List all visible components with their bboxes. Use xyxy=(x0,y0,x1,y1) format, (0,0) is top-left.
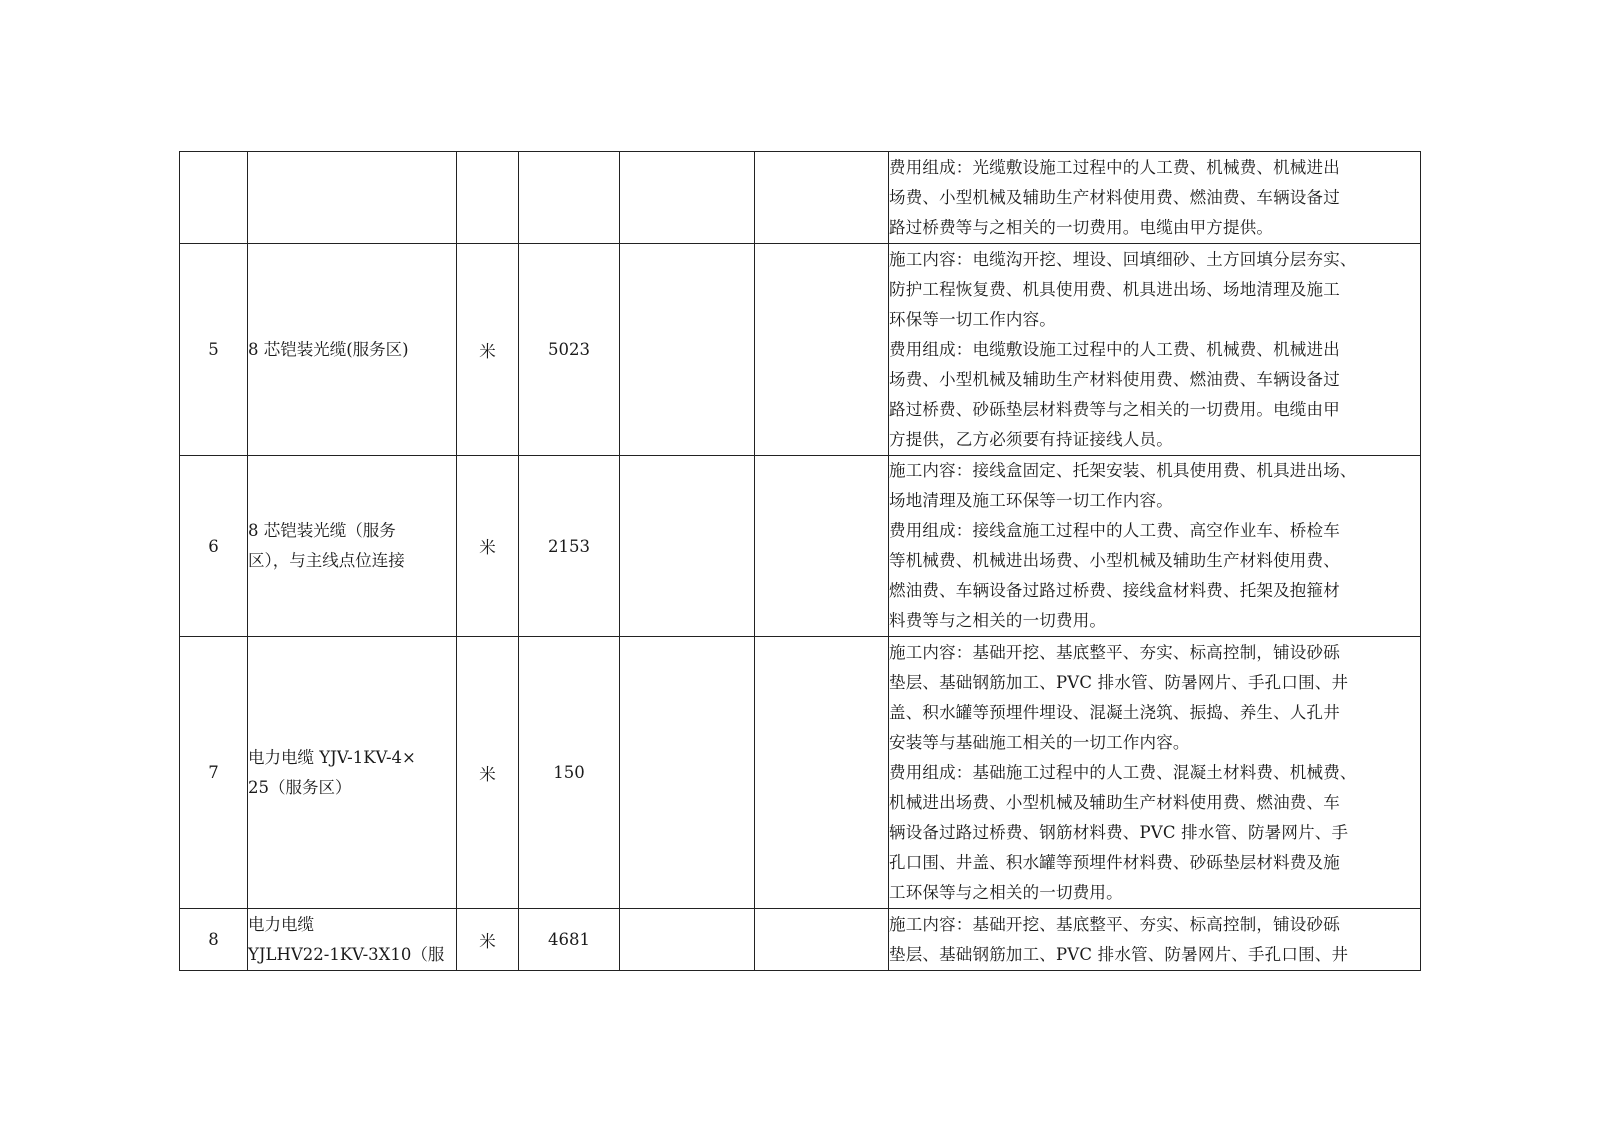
item-name-line: 8 芯铠装光缆(服务区) xyxy=(248,339,409,359)
unit-price-cell xyxy=(620,909,755,971)
item-name-cell xyxy=(248,456,457,637)
description-line: 施工内容：基础开挖、基底整平、夯实、标高控制，铺设砂砾 xyxy=(889,642,1340,662)
description-line: 盖、积水罐等预埋件埋设、混凝土浇筑、振捣、养生、人孔井 xyxy=(889,702,1340,722)
item-name-cell xyxy=(248,152,457,244)
description-line: 辆设备过路过桥费、钢筋材料费、PVC 排水管、防暑网片、手 xyxy=(889,822,1349,842)
cost-table xyxy=(179,151,1421,971)
unit-price-cell xyxy=(620,456,755,637)
description-cell xyxy=(889,637,1421,909)
description-line: 垫层、基础钢筋加工、PVC 排水管、防暑网片、手孔口围、井 xyxy=(889,944,1349,964)
description-line: 路过桥费等与之相关的一切费用。电缆由甲方提供。 xyxy=(889,217,1274,237)
item-name-line: 8 芯铠装光缆（服务 xyxy=(248,521,396,540)
table-row xyxy=(180,152,1421,244)
total-price-cell xyxy=(755,637,889,909)
item-name-line: 电力电缆 xyxy=(248,914,314,934)
row-number-cell: 5 xyxy=(180,244,248,456)
item-name-line: 电力电缆 YJV-1KV-4× xyxy=(248,747,416,767)
description-line: 施工内容：基础开挖、基底整平、夯实、标高控制，铺设砂砾 xyxy=(889,914,1340,934)
item-name-cell xyxy=(248,637,457,909)
quantity-cell: 150 xyxy=(519,637,620,909)
unit-price-cell xyxy=(620,152,755,244)
unit-price-cell xyxy=(620,637,755,909)
description-line: 工环保等与之相关的一切费用。 xyxy=(889,882,1123,902)
description-line: 费用组成：接线盒施工过程中的人工费、高空作业车、桥检车 xyxy=(889,521,1340,540)
unit-cell: 米 xyxy=(457,456,519,637)
unit-cell: 米 xyxy=(457,909,519,971)
total-price-cell xyxy=(755,456,889,637)
description-line: 等机械费、机械进出场费、小型机械及辅助生产材料使用费、 xyxy=(889,551,1340,570)
description-cell xyxy=(889,909,1421,971)
quantity-cell xyxy=(519,152,620,244)
item-name-cell xyxy=(248,909,457,971)
description-line: 孔口围、井盖、积水罐等预埋件材料费、砂砾垫层材料费及施 xyxy=(889,852,1340,872)
table-row xyxy=(180,637,1421,909)
description-cell xyxy=(889,456,1421,637)
table-body xyxy=(180,152,1421,971)
unit-cell xyxy=(457,152,519,244)
unit-cell: 米 xyxy=(457,244,519,456)
description-line: 燃油费、车辆设备过路过桥费、接线盒材料费、托架及抱箍材 xyxy=(889,581,1340,600)
description-line: 方提供，乙方必须要有持证接线人员。 xyxy=(889,429,1173,449)
description-line: 路过桥费、砂砾垫层材料费等与之相关的一切费用。电缆由甲 xyxy=(889,399,1340,419)
description-line: 施工内容：接线盒固定、托架安装、机具使用费、机具进出场、 xyxy=(889,461,1357,480)
description-cell xyxy=(889,244,1421,456)
description-cell xyxy=(889,152,1421,244)
quantity-cell: 2153 xyxy=(519,456,620,637)
total-price-cell xyxy=(755,152,889,244)
item-name-line: YJLHV22-1KV-3X10（服 xyxy=(248,944,445,964)
quantity-cell: 5023 xyxy=(519,244,620,456)
description-line: 机械进出场费、小型机械及辅助生产材料使用费、燃油费、车 xyxy=(889,792,1340,812)
description-line: 费用组成：基础施工过程中的人工费、混凝土材料费、机械费、 xyxy=(889,762,1357,782)
row-number-cell: 8 xyxy=(180,909,248,971)
table-row xyxy=(180,456,1421,637)
row-number-cell: 6 xyxy=(180,456,248,637)
description-line: 场地清理及施工环保等一切工作内容。 xyxy=(889,491,1173,510)
description-line: 场费、小型机械及辅助生产材料使用费、燃油费、车辆设备过 xyxy=(889,369,1340,389)
description-line: 料费等与之相关的一切费用。 xyxy=(889,611,1107,630)
table-row xyxy=(180,244,1421,456)
total-price-cell xyxy=(755,909,889,971)
description-line: 费用组成：光缆敷设施工过程中的人工费、机械费、机械进出 xyxy=(889,157,1340,177)
description-line: 垫层、基础钢筋加工、PVC 排水管、防暑网片、手孔口围、井 xyxy=(889,672,1349,692)
table-row xyxy=(180,909,1421,971)
item-name-cell xyxy=(248,244,457,456)
unit-cell: 米 xyxy=(457,637,519,909)
total-price-cell xyxy=(755,244,889,456)
description-line: 施工内容：电缆沟开挖、埋设、回填细砂、土方回填分层夯实、 xyxy=(889,249,1357,269)
row-number-cell xyxy=(180,152,248,244)
description-line: 环保等一切工作内容。 xyxy=(889,309,1056,329)
description-line: 防护工程恢复费、机具使用费、机具进出场、场地清理及施工 xyxy=(889,279,1340,299)
unit-price-cell xyxy=(620,244,755,456)
description-line: 费用组成：电缆敷设施工过程中的人工费、机械费、机械进出 xyxy=(889,339,1340,359)
row-number-cell: 7 xyxy=(180,637,248,909)
item-name-line: 25（服务区） xyxy=(248,777,352,797)
description-line: 场费、小型机械及辅助生产材料使用费、燃油费、车辆设备过 xyxy=(889,187,1340,207)
description-line: 安装等与基础施工相关的一切工作内容。 xyxy=(889,732,1190,752)
item-name-line: 区），与主线点位连接 xyxy=(248,551,405,570)
quantity-cell: 4681 xyxy=(519,909,620,971)
